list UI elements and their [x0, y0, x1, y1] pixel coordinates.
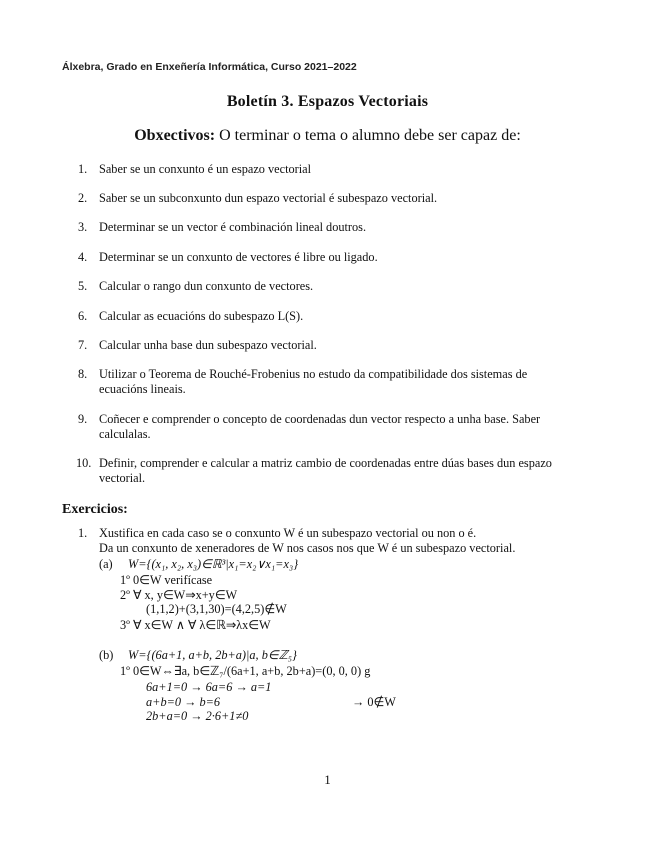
- exercise-statement-2: Da un conxunto de xeneradores de W nos casos nos que W é un subespazo vectorial.: [99, 541, 516, 555]
- objective-text: Calcular o rango dun conxunto de vectores.: [99, 279, 314, 293]
- part-b-set: W={(6a+1, a+b, 2b+a)|a, b∈ℤ₅}: [128, 648, 297, 662]
- exercise-statement: Xustifica en cada caso se o conxunto W é un subespazo vectorial ou non o é.: [99, 526, 477, 540]
- part-b-equation-3: 2b+a=0 → 2·6+1≠0: [146, 709, 249, 723]
- objectives-label: Obxectivos:: [134, 127, 216, 144]
- part-b-label: (b): [99, 648, 114, 662]
- part-b-equation-1: 6a+1=0 → 6a=6 → a=1: [146, 680, 272, 694]
- objective-number: 6.: [78, 309, 88, 323]
- part-a-step-2: 2º ∀ x, y∈W⇒x+y∈W: [120, 588, 238, 602]
- objective-number: 5.: [78, 279, 88, 293]
- exercise-number: 1.: [78, 526, 88, 540]
- objective-number: 9.: [78, 412, 88, 426]
- part-a-step-3: 3º ∀ x∈W ∧ ∀ λ∈ℝ⇒λx∈W: [120, 618, 271, 632]
- objective-text: Saber se un conxunto é un espazo vectorial: [99, 162, 312, 176]
- objective-text: Calcular unha base dun subespazo vectorial.: [99, 338, 317, 352]
- objective-text: Determinar se un conxunto de vectores é libre ou ligado.: [99, 250, 378, 264]
- document-header: Álxebra, Grado en Enxeñería Informática, Curso 2021–2022: [62, 61, 357, 73]
- part-a-step-1: 1º 0∈W verifícase: [120, 573, 213, 587]
- part-b-step-1: 1º 0∈W⇔∃a, b∈ℤ₇/(6a+1, a+b, 2b+a)=(0, 0, 0) g: [120, 664, 371, 678]
- objective-text: Coñecer e comprender o concepto de coordenadas dun vector respecto a unha base. Saber calculalas.: [99, 412, 541, 441]
- objective-text: Saber se un subconxunto dun espazo vectorial é subespazo vectorial.: [99, 191, 438, 205]
- objective-number: 8.: [78, 367, 88, 381]
- part-a-set: W={(x₁, x₂, x₃)∈ℝ³|x₁=x₂∨x₁=x₃}: [128, 557, 299, 571]
- part-a-counterexample: (1,1,2)+(3,1,30)=(4,2,5)∉W: [146, 602, 287, 616]
- objective-number: 10.: [76, 456, 92, 470]
- objective-text: Determinar se un vector é combinación lineal doutros.: [99, 220, 367, 234]
- part-b-equation-2: a+b=0 → b=6: [146, 695, 221, 709]
- objective-number: 3.: [78, 220, 88, 234]
- objectives-text: O terminar o tema o alumno debe ser capaz de:: [219, 127, 521, 144]
- objective-number: 7.: [78, 338, 88, 352]
- part-b-conclusion: → 0∉W: [352, 695, 396, 709]
- objective-number: 4.: [78, 250, 88, 264]
- exercises-heading: Exercicios:: [62, 502, 128, 517]
- objective-number: 2.: [78, 191, 88, 205]
- page-title: Boletín 3. Espazos Vectoriais: [226, 93, 429, 110]
- part-a-label: (a): [99, 557, 113, 571]
- objective-text: Definir, comprender e calcular a matriz cambio de coordenadas entre dúas bases dun espazo vectorial.: [99, 456, 552, 485]
- objective-text: Utilizar o Teorema de Rouché-Frobenius no estudo da compatibilidade dos sistemas de ecuacións lineais.: [99, 367, 528, 396]
- page-number: 1: [324, 772, 331, 787]
- objective-number: 1.: [78, 162, 88, 176]
- objective-text: Calcular as ecuacións do subespazo L(S).: [99, 309, 304, 323]
- objectives-heading: [0, 127, 655, 145]
